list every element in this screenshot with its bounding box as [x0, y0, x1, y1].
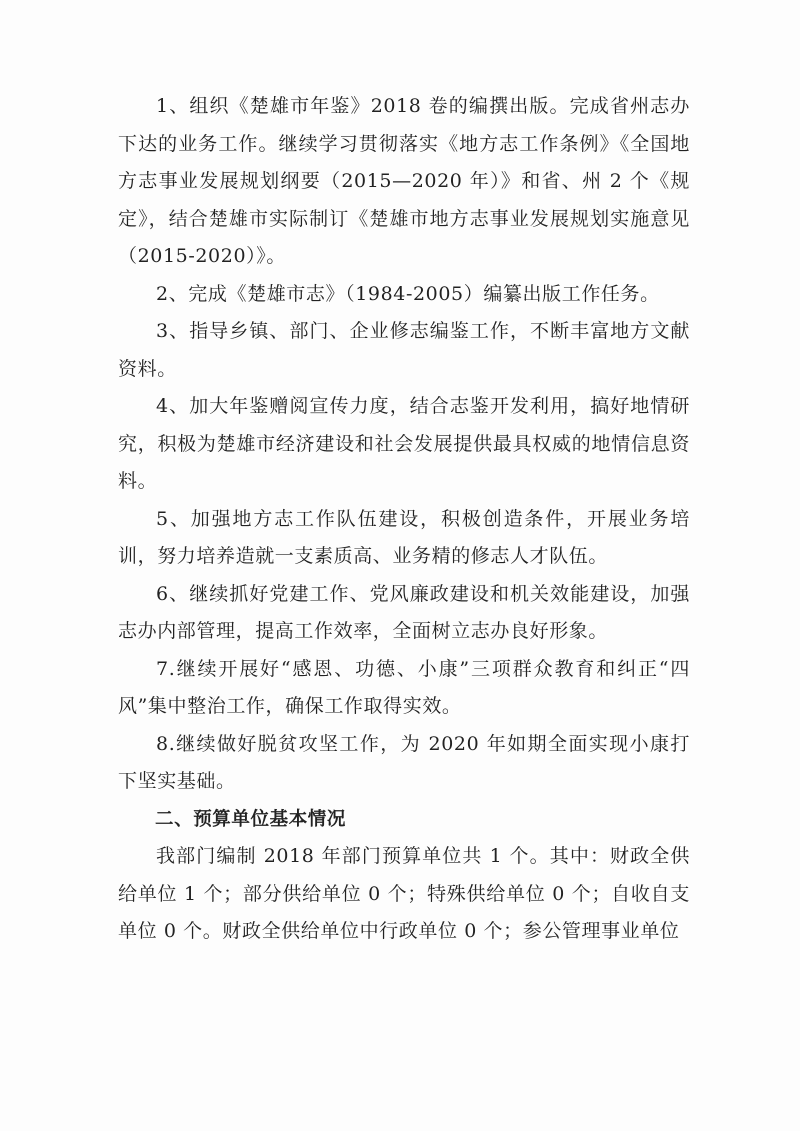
paragraph-item-1: 1、组织《楚雄市年鉴》2018 卷的编撰出版。完成省州志办下达的业务工作。继续学习贯彻落实《地方志工作条例》《全国地方志事业发展规划纲要（2015—2020 年）》和省、州 2 个《规定》，结合楚雄市实际制订《楚雄市地方志事业发展规划实施意见（2015-2020）》。: [118, 95, 690, 267]
paragraph-item-2: 2、完成《楚雄市志》（1984-2005）编纂出版工作任务。: [156, 282, 660, 305]
paragraph-item-3: 3、指导乡镇、部门、企业修志编鉴工作，不断丰富地方文献资料。: [118, 320, 690, 380]
paragraph-item-4: 4、加大年鉴赠阅宣传力度，结合志鉴开发利用，搞好地情研究，积极为楚雄市经济建设和社会发展提供最具权威的地情信息资料。: [118, 395, 690, 492]
closing-paragraph: 我部门编制 2018 年部门预算单位共 1 个。其中：财政全供给单位 1 个；部分供给单位 0 个；特殊供给单位 0 个；自收自支单位 0 个。财政全供给单位中行政单位 0 个；参公管理事业单位: [118, 845, 690, 942]
paragraph-item-6: 6、继续抓好党建工作、党风廉政建设和机关效能建设，加强志办内部管理，提高工作效率，全面树立志办良好形象。: [118, 582, 690, 642]
section-heading: 二、预算单位基本情况: [155, 808, 347, 830]
paragraph-item-5: 5、加强地方志工作队伍建设，积极创造条件，开展业务培训，努力培养造就一支素质高、业务精的修志人才队伍。: [118, 507, 690, 567]
paragraph-item-7: 7.继续开展好“感恩、功德、小康”三项群众教育和纠正“四风”集中整治工作，确保工作取得实效。: [118, 657, 690, 717]
paragraph-item-8: 8.继续做好脱贫攻坚工作，为 2020 年如期全面实现小康打下坚实基础。: [118, 732, 690, 792]
document-body: [118, 88, 690, 951]
